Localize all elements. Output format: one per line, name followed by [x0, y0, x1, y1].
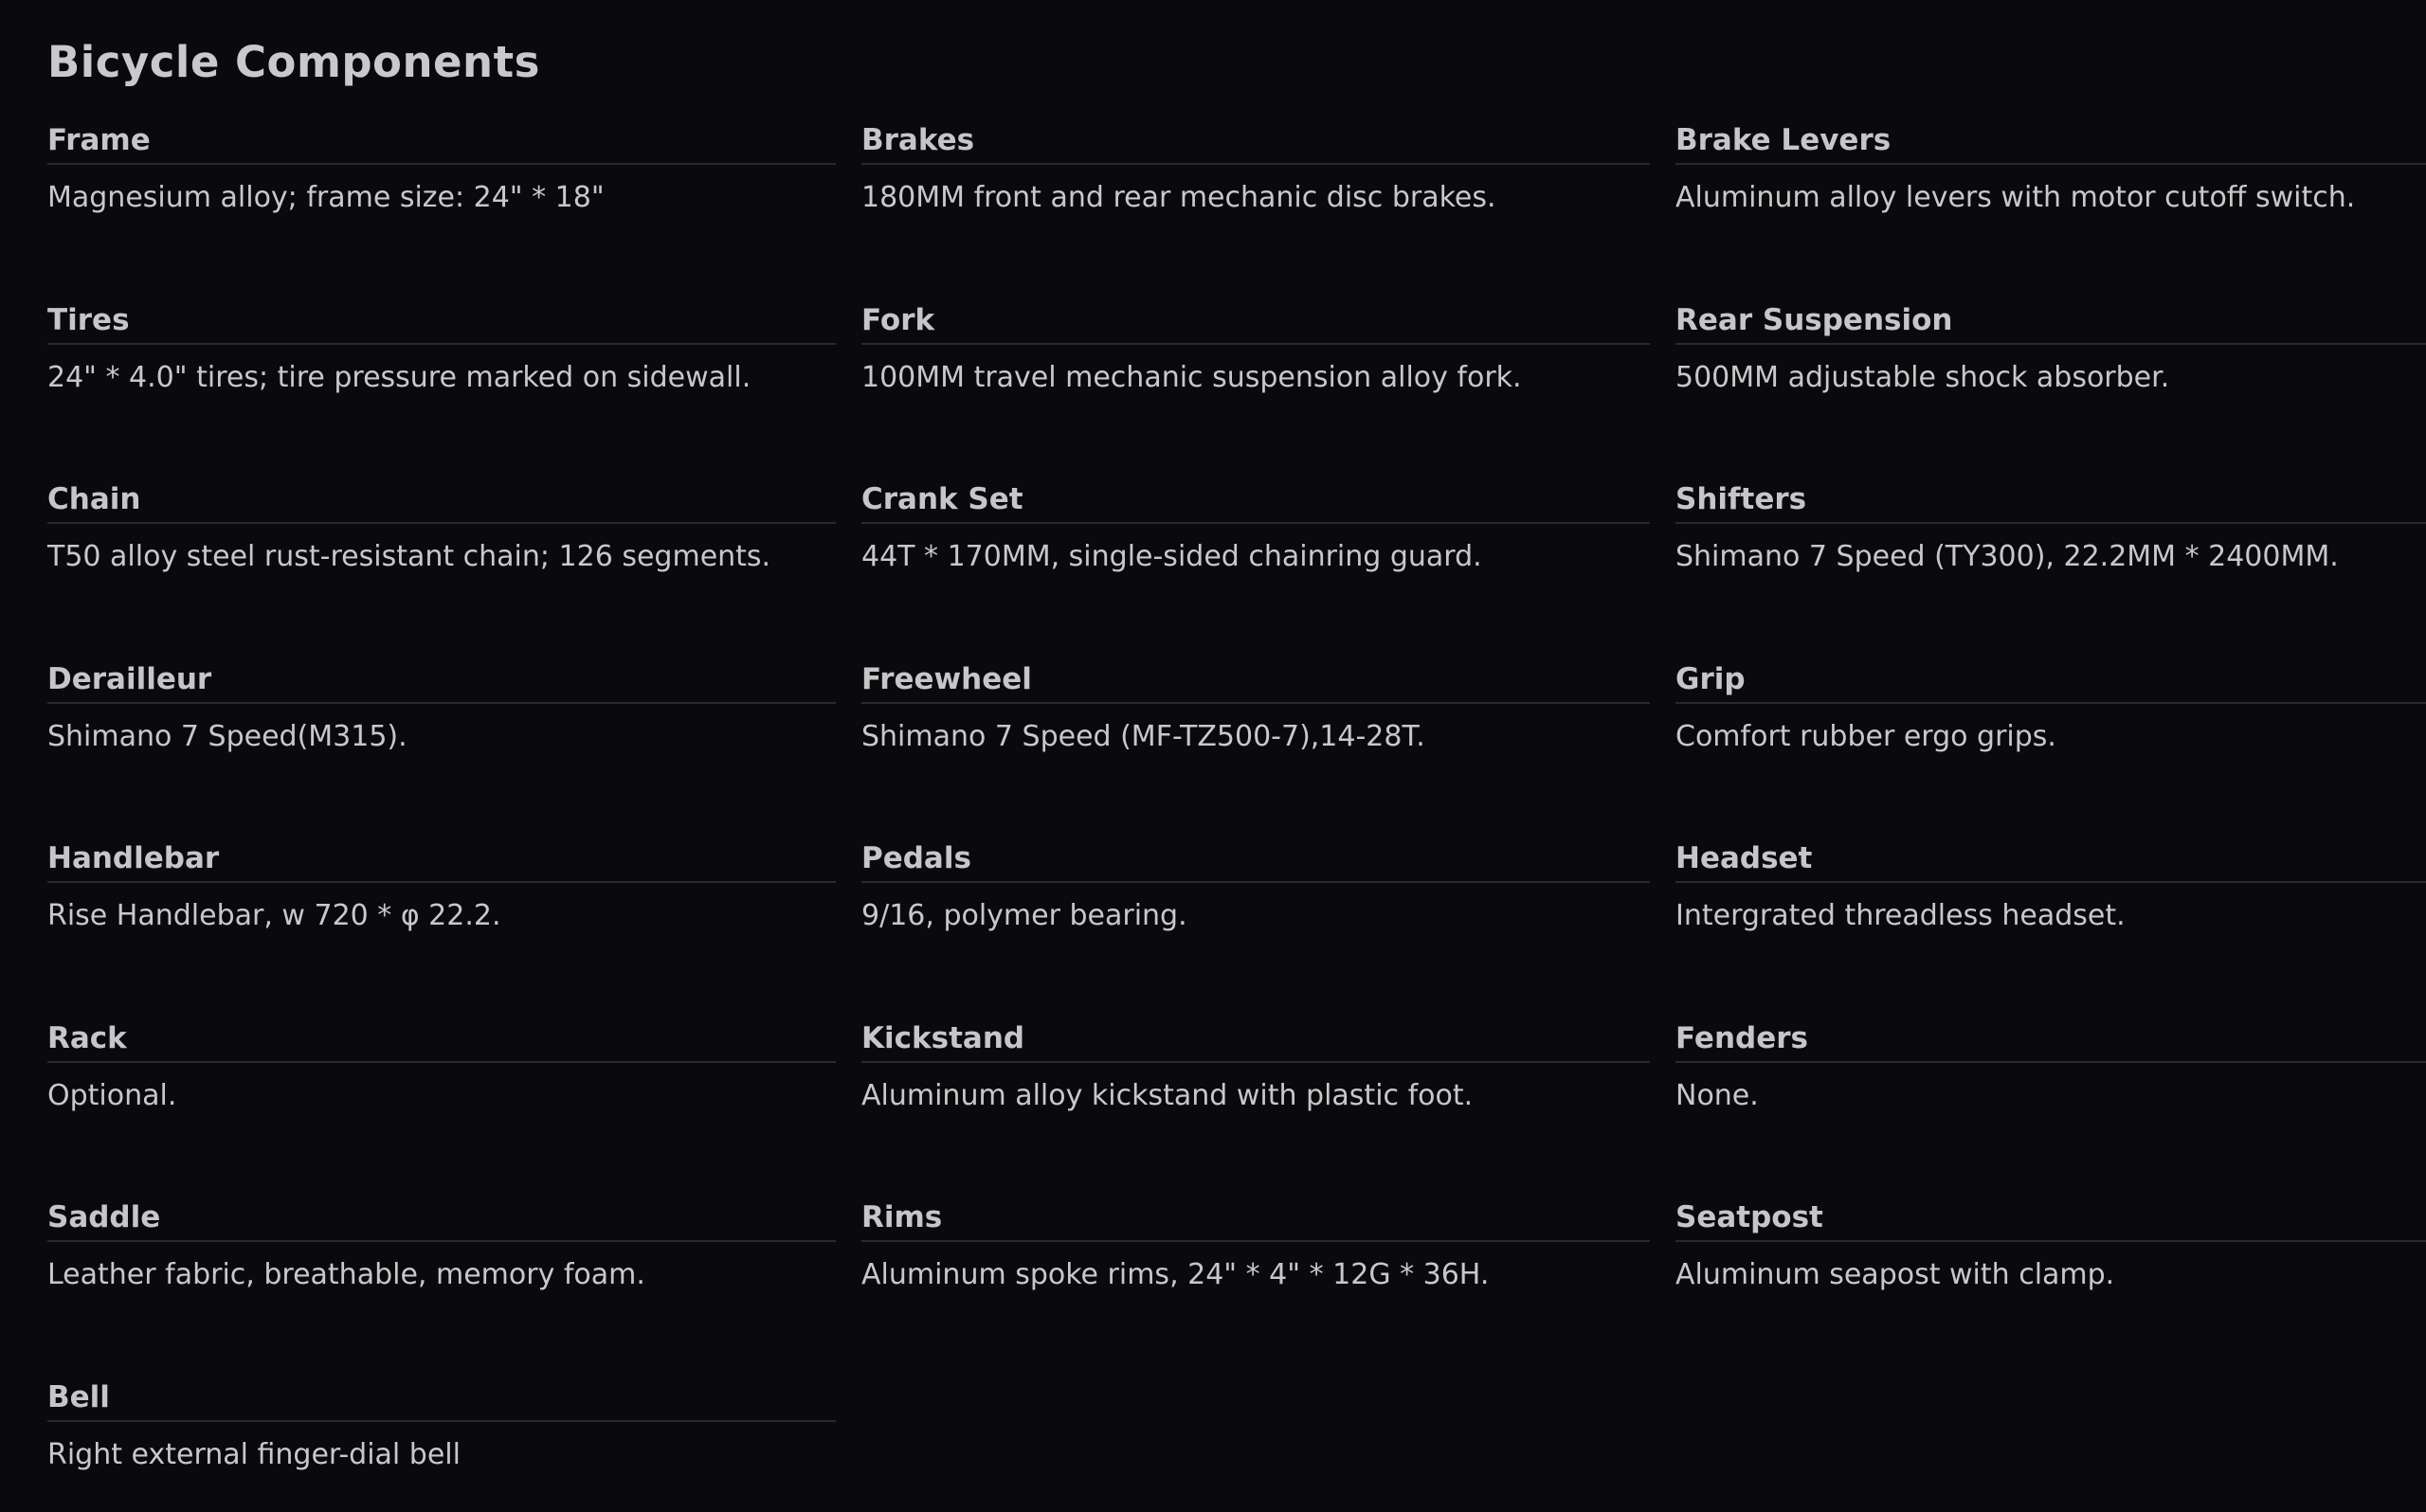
spec-value: None.	[1675, 1078, 1759, 1112]
spec-name: Frame	[47, 119, 836, 165]
spec-crank-set	[861, 478, 1650, 658]
spec-name: Rack	[47, 1017, 836, 1063]
spec-value: Aluminum alloy levers with motor cutoff switch.	[1675, 181, 2356, 214]
page-title: Bicycle Components	[47, 37, 540, 87]
spec-kickstand	[861, 1017, 1650, 1197]
spec-value: Intergrated threadless headset.	[1675, 899, 2126, 932]
spec-name: Brakes	[861, 119, 1650, 165]
spec-value: Aluminum spoke rims, 24" * 4" * 12G * 36H.	[861, 1258, 1490, 1291]
spec-rims	[861, 1197, 1650, 1377]
spec-name: Bell	[47, 1377, 836, 1422]
spec-bell	[47, 1377, 836, 1512]
spec-value: Magnesium alloy; frame size: 24" * 18"	[47, 181, 605, 214]
spec-value: 500MM adjustable shock absorber.	[1675, 360, 2170, 394]
spec-value: Leather fabric, breathable, memory foam.	[47, 1258, 645, 1291]
spec-name: Derailleur	[47, 658, 836, 704]
spec-value: 44T * 170MM, single-sided chainring guard.	[861, 540, 1482, 573]
spec-name: Rims	[861, 1197, 1650, 1242]
spec-name: Fenders	[1675, 1017, 2426, 1063]
spec-name: Shifters	[1675, 478, 2426, 524]
spec-saddle	[47, 1197, 836, 1377]
spec-seatpost	[1675, 1197, 2426, 1377]
spec-grid	[47, 119, 2426, 1512]
spec-name: Fork	[861, 299, 1650, 345]
spec-value: Shimano 7 Speed (MF-TZ500-7),14-28T.	[861, 719, 1425, 753]
spec-value: 24" * 4.0" tires; tire pressure marked on sidewall.	[47, 360, 751, 394]
spec-headset	[1675, 837, 2426, 1017]
spec-rack	[47, 1017, 836, 1197]
spec-name: Headset	[1675, 837, 2426, 883]
spec-rear-suspension	[1675, 299, 2426, 479]
spec-brake-levers	[1675, 119, 2426, 299]
spec-name: Rear Suspension	[1675, 299, 2426, 345]
spec-value: 180MM front and rear mechanic disc brakes.	[861, 181, 1496, 214]
spec-name: Crank Set	[861, 478, 1650, 524]
spec-name: Kickstand	[861, 1017, 1650, 1063]
spec-name: Chain	[47, 478, 836, 524]
spec-value: 9/16, polymer bearing.	[861, 899, 1187, 932]
spec-tires	[47, 299, 836, 479]
spec-name: Handlebar	[47, 837, 836, 883]
spec-fenders	[1675, 1017, 2426, 1197]
spec-name: Freewheel	[861, 658, 1650, 704]
spec-value: Rise Handlebar, w 720 * φ 22.2.	[47, 899, 501, 932]
spec-pedals	[861, 837, 1650, 1017]
spec-handlebar	[47, 837, 836, 1017]
spec-value: Optional.	[47, 1078, 177, 1112]
spec-derailleur	[47, 658, 836, 838]
spec-grip	[1675, 658, 2426, 838]
spec-value: 100MM travel mechanic suspension alloy fork.	[861, 360, 1522, 394]
spec-value: Aluminum seapost with clamp.	[1675, 1258, 2115, 1291]
spec-freewheel	[861, 658, 1650, 838]
spec-name: Saddle	[47, 1197, 836, 1242]
spec-name: Pedals	[861, 837, 1650, 883]
spec-value: T50 alloy steel rust-resistant chain; 126 segments.	[47, 540, 771, 573]
spec-value: Shimano 7 Speed (TY300), 22.2MM * 2400MM.	[1675, 540, 2339, 573]
spec-value: Aluminum alloy kickstand with plastic foot.	[861, 1078, 1474, 1112]
spec-chain	[47, 478, 836, 658]
spec-value: Comfort rubber ergo grips.	[1675, 719, 2056, 753]
spec-name: Tires	[47, 299, 836, 345]
spec-name: Brake Levers	[1675, 119, 2426, 165]
spec-value: Right external finger-dial bell	[47, 1437, 461, 1471]
spec-brakes	[861, 119, 1650, 299]
spec-shifters	[1675, 478, 2426, 658]
spec-frame	[47, 119, 836, 299]
spec-name: Seatpost	[1675, 1197, 2426, 1242]
spec-name: Grip	[1675, 658, 2426, 704]
spec-fork	[861, 299, 1650, 479]
spec-value: Shimano 7 Speed(M315).	[47, 719, 407, 753]
